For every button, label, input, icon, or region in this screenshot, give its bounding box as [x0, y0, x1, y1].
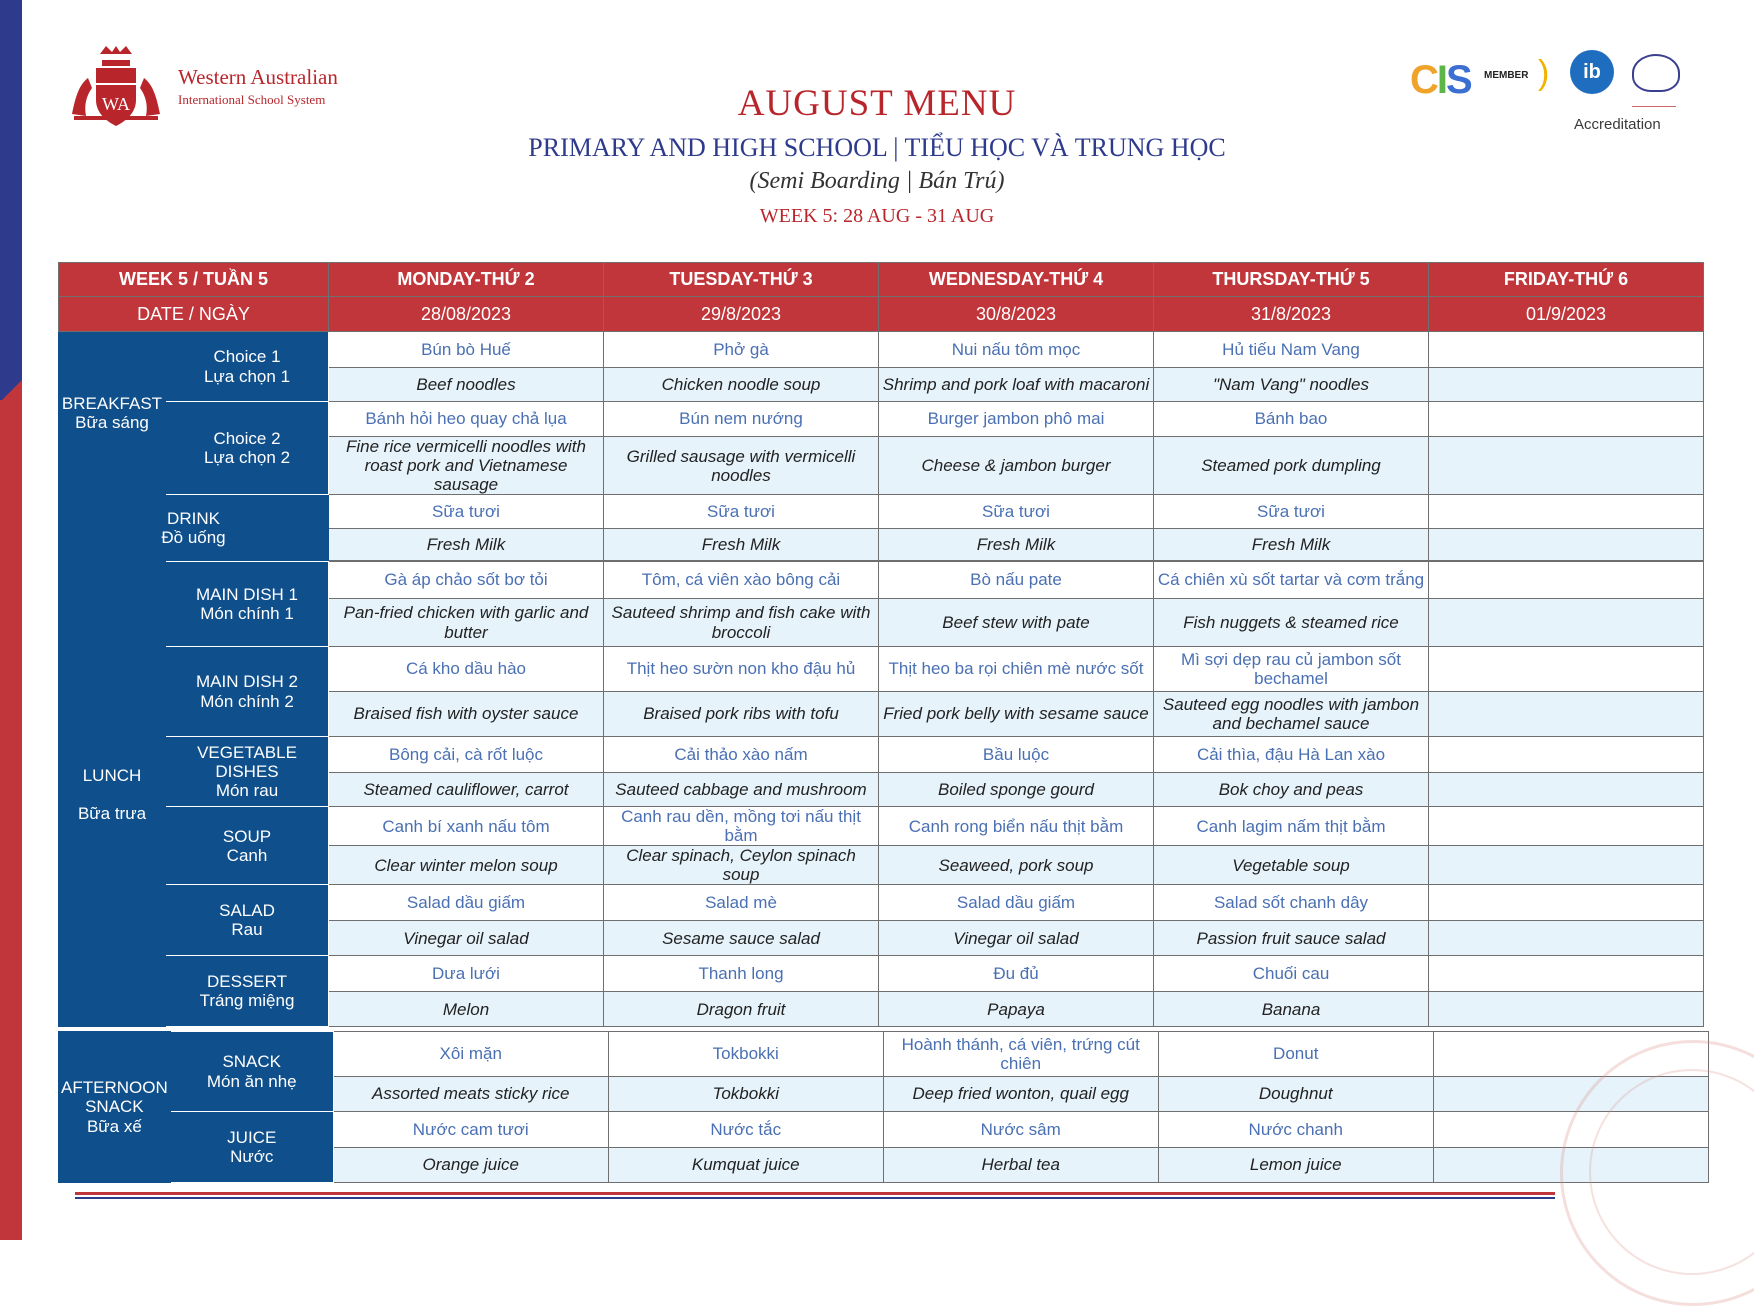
menu-cell: Sesame sauce salad — [604, 921, 879, 956]
breakfast-table — [58, 262, 1704, 561]
menu-cell — [1429, 647, 1704, 692]
date-label: DATE / NGÀY — [59, 297, 329, 332]
menu-cell: Sauteed egg noodles with jambon and bechamel sauce — [1154, 692, 1429, 737]
menu-cell — [1429, 992, 1704, 1027]
menu-cell: Bầu luộc — [879, 737, 1154, 773]
accreditation-label: Accreditation — [1574, 116, 1661, 133]
menu-cell: Nước sâm — [883, 1112, 1158, 1148]
menu-cell: Bông cải, cà rốt luộc — [329, 737, 604, 773]
menu-cell: Kumquat juice — [608, 1148, 883, 1183]
menu-cell: Cá chiên xù sốt tartar và cơm trắng — [1154, 562, 1429, 599]
lunch-table — [58, 561, 1704, 1027]
cis-member-label: MEMBER — [1484, 70, 1529, 81]
menu-cell — [1429, 402, 1704, 437]
menu-cell: Tokbokki — [608, 1032, 883, 1077]
menu-cell: Bò nấu pate — [879, 562, 1154, 599]
menu-cell: Vinegar oil salad — [879, 921, 1154, 956]
table-row — [59, 885, 1704, 921]
menu-cell — [1429, 562, 1704, 599]
menu-cell: Hủ tiếu Nam Vang — [1154, 332, 1429, 368]
afternoon-category: AFTERNOON SNACK Bữa xế — [59, 1032, 171, 1183]
menu-cell — [1429, 737, 1704, 773]
table-row — [59, 1032, 1709, 1077]
menu-cell: Thịt heo ba rọi chiên mè nước sốt — [879, 647, 1154, 692]
menu-cell: Tôm, cá viên xào bông cải — [604, 562, 879, 599]
salad-label: SALAD Rau — [166, 885, 329, 956]
menu-cell: Nui nấu tôm mọc — [879, 332, 1154, 368]
logo-subtitle: International School System — [178, 91, 326, 107]
menu-cell: Fresh Milk — [329, 529, 604, 561]
menu-cell: Nước cam tươi — [333, 1112, 608, 1148]
drink-category: DRINK Đồ uống — [59, 495, 329, 561]
ib-logo-icon: ib — [1570, 50, 1614, 94]
menu-cell: Lemon juice — [1158, 1148, 1433, 1183]
menu-cell: Boiled sponge gourd — [879, 773, 1154, 807]
menu-cell — [1429, 437, 1704, 495]
menu-cell: Phở gà — [604, 332, 879, 368]
menu-cell: Cheese & jambon burger — [879, 437, 1154, 495]
vegetable-label: VEGETABLE DISHES Món rau — [166, 737, 329, 807]
menu-cell: Tokbokki — [608, 1077, 883, 1112]
menu-cell: Fresh Milk — [1154, 529, 1429, 561]
table-row — [59, 647, 1704, 692]
menu-cell — [1429, 332, 1704, 368]
menu-cell: Sauteed cabbage and mushroom — [604, 773, 879, 807]
menu-cell: Canh bí xanh nấu tôm — [329, 807, 604, 846]
menu-cell: Bún bò Huế — [329, 332, 604, 368]
menu-cell: Sữa tươi — [1154, 495, 1429, 529]
menu-cell — [1429, 921, 1704, 956]
menu-cell — [1429, 599, 1704, 647]
menu-cell: Pan-fried chicken with garlic and butter — [329, 599, 604, 647]
menu-cell: Steamed pork dumpling — [1154, 437, 1429, 495]
menu-cell: Mì sợi dẹp rau củ jambon sốt bechamel — [1154, 647, 1429, 692]
choice2-label: Choice 2 Lựa chọn 2 — [166, 402, 329, 495]
menu-cell: "Nam Vang" noodles — [1154, 368, 1429, 402]
menu-cell: Braised pork ribs with tofu — [604, 692, 879, 737]
cis-logo: CIS — [1410, 58, 1471, 102]
menu-cell: Salad mè — [604, 885, 879, 921]
menu-cell: Thanh long — [604, 956, 879, 992]
menu-cell: Canh rau dền, mồng tơi nấu thịt bằm — [604, 807, 879, 846]
menu-cell: Salad dầu giấm — [879, 885, 1154, 921]
menu-semi-boarding: (Semi Boarding | Bán Trú) — [749, 168, 1005, 194]
menu-cell: Passion fruit sauce salad — [1154, 921, 1429, 956]
menu-cell: Bánh bao — [1154, 402, 1429, 437]
menu-cell — [1429, 368, 1704, 402]
breakfast-category: BREAKFAST Bữa sáng — [59, 332, 166, 495]
left-blue-stripe — [0, 0, 22, 400]
menu-cell: Chuối cau — [1154, 956, 1429, 992]
menu-cell: Canh lagim nấm thịt bằm — [1154, 807, 1429, 846]
menu-cell: Seaweed, pork soup — [879, 846, 1154, 885]
cis-bracket-icon: ) — [1538, 54, 1550, 92]
menu-cell — [1429, 692, 1704, 737]
menu-cell: Đu đủ — [879, 956, 1154, 992]
menu-cell: Canh rong biển nấu thịt bằm — [879, 807, 1154, 846]
menu-cell: Clear winter melon soup — [329, 846, 604, 885]
logo-title: Western Australian — [178, 64, 338, 89]
menu-cell: Salad sốt chanh dây — [1154, 885, 1429, 921]
table-row — [59, 1112, 1709, 1148]
menu-cell: Donut — [1158, 1032, 1433, 1077]
menu-cell: Cá kho dầu hào — [329, 647, 604, 692]
date-monday: 28/08/2023 — [329, 297, 604, 332]
menu-cell: Fresh Milk — [879, 529, 1154, 561]
date-tuesday: 29/8/2023 — [604, 297, 879, 332]
menu-cell: Thịt heo sườn non kho đậu hủ — [604, 647, 879, 692]
menu-cell: Fresh Milk — [604, 529, 879, 561]
menu-cell: Sữa tươi — [329, 495, 604, 529]
menu-title: AUGUST MENU — [737, 83, 1017, 124]
menu-cell: Assorted meats sticky rice — [333, 1077, 608, 1112]
menu-subtitle: PRIMARY AND HIGH SCHOOL | TIỂU HỌC VÀ TRUNG HỌC — [528, 133, 1226, 162]
menu-cell: Herbal tea — [883, 1148, 1158, 1183]
main1-label: MAIN DISH 1 Món chính 1 — [166, 562, 329, 647]
dates-header-row — [59, 297, 1704, 332]
menu-cell: Nước chanh — [1158, 1112, 1433, 1148]
menu-cell — [1429, 495, 1704, 529]
menu-cell: Hoành thánh, cá viên, trứng cút chiên — [883, 1032, 1158, 1077]
dessert-label: DESSERT Tráng miệng — [166, 956, 329, 1027]
menu-cell: Beef noodles — [329, 368, 604, 402]
date-wednesday: 30/8/2023 — [879, 297, 1154, 332]
footer-blue-line — [75, 1197, 1555, 1199]
menu-cell — [1429, 529, 1704, 561]
menu-cell: Fried pork belly with sesame sauce — [879, 692, 1154, 737]
menu-cell: Beef stew with pate — [879, 599, 1154, 647]
menu-cell: Deep fried wonton, quail egg — [883, 1077, 1158, 1112]
menu-cell: Nước tắc — [608, 1112, 883, 1148]
table-row — [59, 495, 1704, 529]
table-row — [59, 807, 1704, 846]
menu-cell: Fish nuggets & steamed rice — [1154, 599, 1429, 647]
week-label: WEEK 5 / TUẦN 5 — [59, 263, 329, 297]
day-thursday: THURSDAY-THỨ 5 — [1154, 263, 1429, 297]
menu-cell: Cải thìa, đậu Hà Lan xào — [1154, 737, 1429, 773]
menu-cell: Sữa tươi — [604, 495, 879, 529]
left-red-stripe — [0, 400, 22, 1240]
menu-cell: Xôi mặn — [333, 1032, 608, 1077]
menu-cell: Doughnut — [1158, 1077, 1433, 1112]
table-row — [59, 402, 1704, 437]
menu-cell: Sauteed shrimp and fish cake with broccoli — [604, 599, 879, 647]
menu-cell: Clear spinach, Ceylon spinach soup — [604, 846, 879, 885]
date-thursday: 31/8/2023 — [1154, 297, 1429, 332]
date-friday: 01/9/2023 — [1429, 297, 1704, 332]
days-header-row — [59, 263, 1704, 297]
menu-cell: Bún nem nướng — [604, 402, 879, 437]
snack-label: SNACK Món ăn nhẹ — [170, 1032, 333, 1112]
menu-week-range: WEEK 5: 28 AUG - 31 AUG — [759, 205, 995, 227]
menu-cell: Dưa lưới — [329, 956, 604, 992]
table-row — [59, 737, 1704, 773]
menu-cell: Chicken noodle soup — [604, 368, 879, 402]
menu-cell: Grilled sausage with vermicelli noodles — [604, 437, 879, 495]
menu-cell: Banana — [1154, 992, 1429, 1027]
menu-cell — [1429, 807, 1704, 846]
menu-cell: Cải thảo xào nấm — [604, 737, 879, 773]
menu-cell: Papaya — [879, 992, 1154, 1027]
menu-cell: Gà áp chảo sốt bơ tỏi — [329, 562, 604, 599]
menu-cell — [1429, 773, 1704, 807]
menu-cell: Steamed cauliflower, carrot — [329, 773, 604, 807]
table-row — [59, 562, 1704, 599]
menu-cell: Vinegar oil salad — [329, 921, 604, 956]
day-tuesday: TUESDAY-THỨ 3 — [604, 263, 879, 297]
soup-label: SOUP Canh — [166, 807, 329, 885]
menu-cell: Salad dầu giấm — [329, 885, 604, 921]
juice-label: JUICE Nước — [170, 1112, 333, 1183]
menu-cell: Bánh hỏi heo quay chả lụa — [329, 402, 604, 437]
menu-cell — [1429, 885, 1704, 921]
menu-cell — [1429, 846, 1704, 885]
crest-letters: WA — [102, 94, 130, 114]
table-row — [59, 332, 1704, 368]
footer-red-line — [75, 1192, 1555, 1195]
left-stripe-corner — [0, 380, 22, 402]
menu-cell: Sữa tươi — [879, 495, 1154, 529]
day-wednesday: WEDNESDAY-THỨ 4 — [879, 263, 1154, 297]
menu-cell: Shrimp and pork loaf with macaroni — [879, 368, 1154, 402]
menu-cell: Melon — [329, 992, 604, 1027]
menu-cell: Dragon fruit — [604, 992, 879, 1027]
menu-cell: Braised fish with oyster sauce — [329, 692, 604, 737]
day-friday: FRIDAY-THỨ 6 — [1429, 263, 1704, 297]
main2-label: MAIN DISH 2 Món chính 2 — [166, 647, 329, 737]
menu-cell: Burger jambon phô mai — [879, 402, 1154, 437]
menu-cell: Vegetable soup — [1154, 846, 1429, 885]
choice1-label: Choice 1 Lựa chọn 1 — [166, 332, 329, 402]
lunch-category: LUNCH Bữa trưa — [59, 562, 166, 1027]
table-row — [59, 956, 1704, 992]
menu-cell: Fine rice vermicelli noodles with roast pork and Vietnamese sausage — [329, 437, 604, 495]
afternoon-table — [58, 1031, 1709, 1183]
menu-cell: Orange juice — [333, 1148, 608, 1183]
day-monday: MONDAY-THỨ 2 — [329, 263, 604, 297]
menu-cell: Bok choy and peas — [1154, 773, 1429, 807]
menu-cell — [1429, 956, 1704, 992]
